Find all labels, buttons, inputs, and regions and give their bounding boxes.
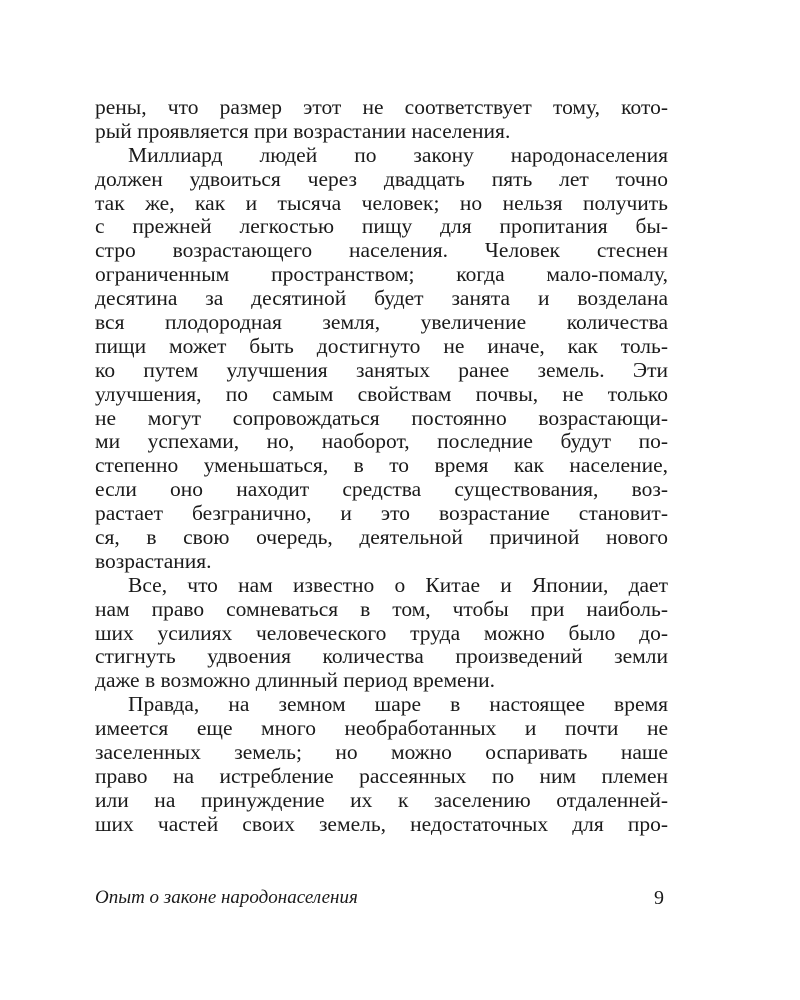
text-line: десятина за десятиной будет занята и возделана xyxy=(95,286,668,311)
text-line: имеется еще много необработанных и почти не xyxy=(95,716,668,741)
text-line: должен удвоиться через двадцать пять лет точно xyxy=(95,166,668,191)
text-line: рены, что размер этот не соответствует тому, кото- xyxy=(95,95,668,119)
page-number: 9 xyxy=(654,887,664,909)
text-line: или на принуждение их к заселению отдаленней- xyxy=(95,787,668,812)
text-line: рый проявляется при возрастании населения. xyxy=(95,118,511,143)
text-line: с прежней легкостью пищу для пропитания бы- xyxy=(95,214,668,239)
text-line: ограниченным пространством; когда мало-помалу, xyxy=(95,262,668,287)
running-title: Опыт о законе народонаселения xyxy=(95,887,358,908)
page-body-text xyxy=(95,96,668,837)
text-line: ми успехами, но, наоборот, последние будут по- xyxy=(95,429,668,454)
text-line: пищи может быть достигнуто не иначе, как толь- xyxy=(95,333,668,358)
text-line: ших усилиях человеческого труда можно было до- xyxy=(95,620,668,645)
text-line: даже в возможно длинный период времени. xyxy=(95,668,495,693)
text-line: ших частей своих земель, недостаточных для про- xyxy=(95,811,668,836)
text-line: не могут сопровождаться постоянно возрастающи- xyxy=(95,405,668,430)
text-line: растает безгранично, и это возрастание становит- xyxy=(95,501,668,526)
page-footer xyxy=(95,885,668,911)
text-line: ся, в свою очередь, деятельной причиной нового xyxy=(95,525,668,550)
text-line: степенно уменьшаться, в то время как население, xyxy=(95,453,668,478)
text-line: Правда, на земном шаре в настоящее время xyxy=(128,692,668,717)
text-line: ко путем улучшения занятых ранее земель. Эти xyxy=(95,357,668,382)
text-line: стигнуть удвоения количества произведений земли xyxy=(95,644,668,669)
text-line: стро возрастающего населения. Человек стеснен xyxy=(95,238,668,263)
text-line: заселенных земель; но можно оспаривать наше xyxy=(95,740,668,765)
text-line: нам право сомневаться в том, чтобы при наиболь- xyxy=(95,596,668,621)
text-line: улучшения, по самым свойствам почвы, не только xyxy=(95,381,668,406)
text-line: если оно находит средства существования, воз- xyxy=(95,477,668,502)
text-line: так же, как и тысяча человек; но нельзя получить xyxy=(95,190,668,215)
text-line: Все, что нам известно о Китае и Японии, дает xyxy=(128,572,668,597)
text-line: Миллиард людей по закону народонаселения xyxy=(128,142,668,167)
text-line: право на истребление рассеянных по ним племен xyxy=(95,763,668,788)
text-line: вся плодородная земля, увеличение количества xyxy=(95,310,668,335)
text-line: возрастания. xyxy=(95,548,212,573)
